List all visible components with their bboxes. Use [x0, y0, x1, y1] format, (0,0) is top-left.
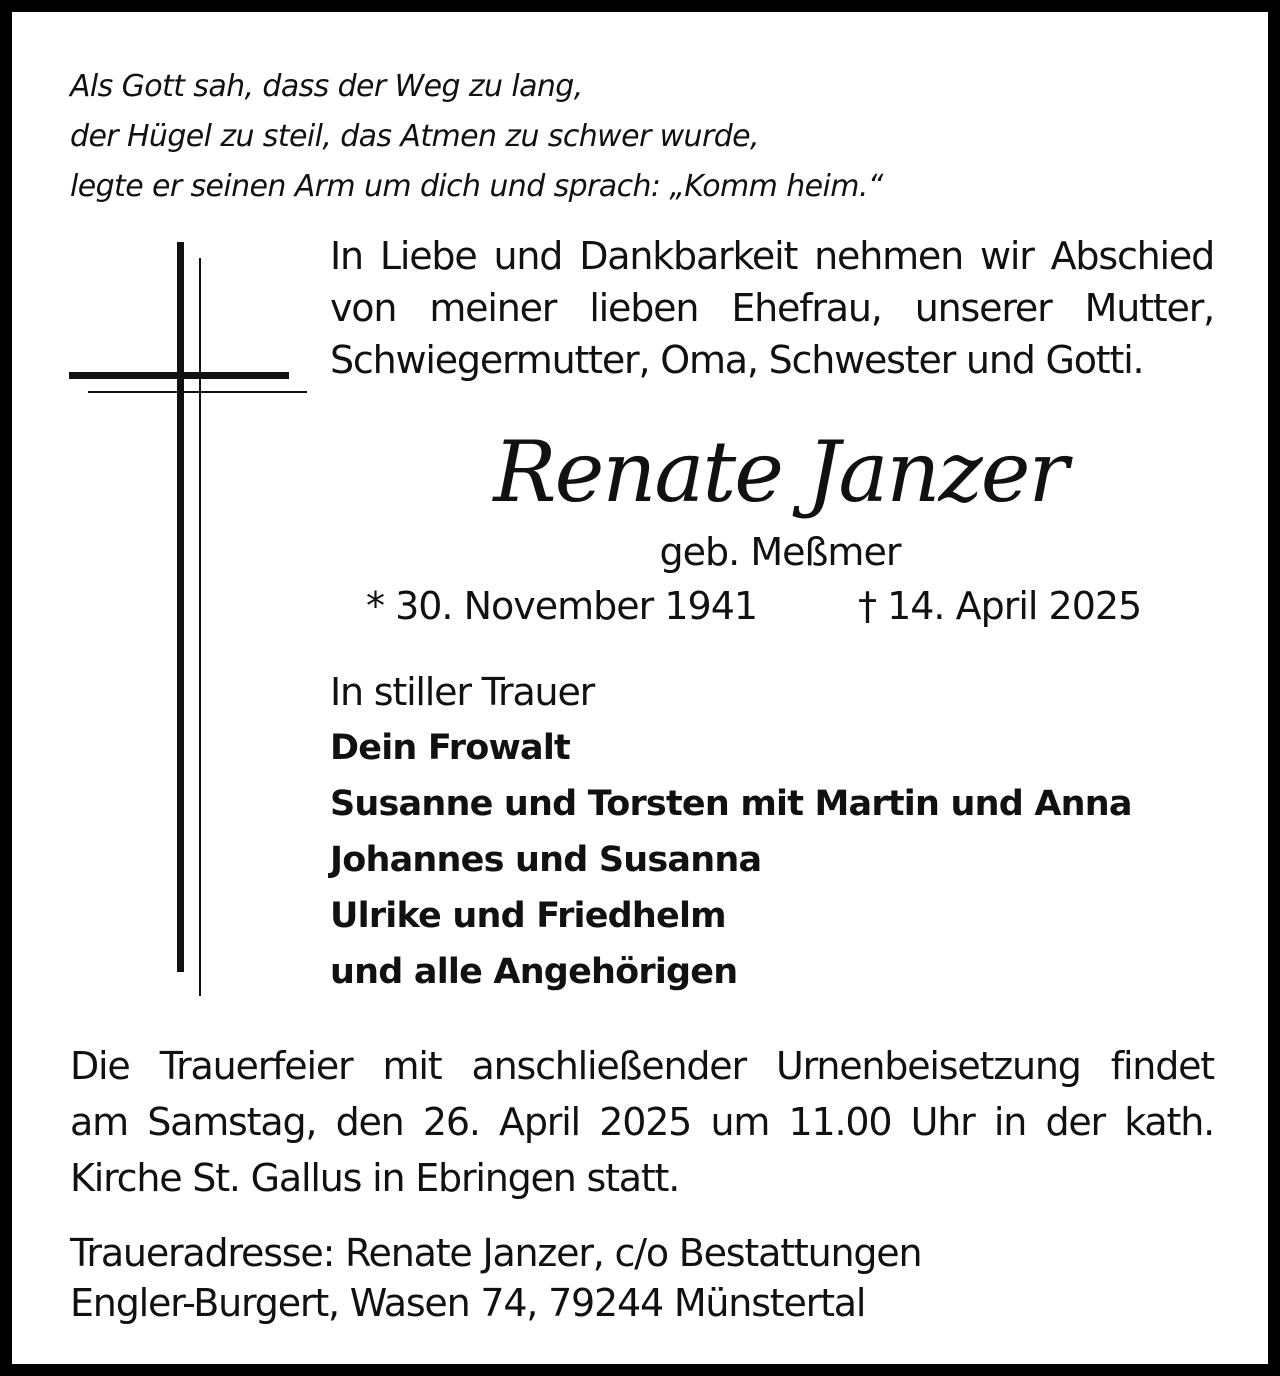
service-line: Die Trauerfeier mit anschließender Urnenbeisetzung findet	[70, 1044, 1214, 1088]
mourner-name: Johannes und Susanna	[330, 840, 762, 880]
cross-vertical-bar	[177, 242, 184, 972]
farewell-text	[330, 230, 1214, 386]
poem-line: legte er seinen Arm um dich und sprach: „Komm heim.“	[70, 169, 883, 204]
poem-line: Als Gott sah, dass der Weg zu lang,	[70, 69, 583, 104]
mourners-intro: In stiller Trauer	[330, 670, 595, 714]
service-line: Kirche St. Gallus in Ebringen statt.	[70, 1156, 680, 1200]
service-info	[70, 1038, 1214, 1206]
mourning-address	[70, 1228, 1214, 1328]
cross-horizontal-line	[88, 391, 307, 393]
mourner-name: Ulrike und Friedhelm	[330, 896, 726, 936]
mourner-name: Susanne und Torsten mit Martin und Anna	[330, 784, 1132, 824]
deceased-name: Renate Janzer	[493, 423, 1067, 521]
mourner-name: und alle Angehörigen	[330, 952, 738, 992]
farewell-line: Schwiegermutter, Oma, Schwester und Gotti.	[330, 338, 1144, 382]
poem	[70, 62, 970, 212]
poem-line: der Hügel zu steil, das Atmen zu schwer wurde,	[70, 119, 759, 154]
cross-vertical-line	[199, 258, 201, 996]
birth-date: * 30. November 1941	[366, 584, 758, 628]
death-date: † 14. April 2025	[858, 584, 1142, 628]
farewell-line: von meiner lieben Ehefrau, unserer Mutter,	[330, 286, 1214, 330]
service-line: am Samstag, den 26. April 2025 um 11.00 Uhr in der kath.	[70, 1100, 1214, 1144]
maiden-name: geb. Meßmer	[659, 530, 901, 574]
mourners	[330, 664, 1230, 1000]
address-line: Engler-Burgert, Wasen 74, 79244 Münstertal	[70, 1281, 866, 1325]
cross-horizontal-bar	[69, 372, 289, 379]
address-line: Traueradresse: Renate Janzer, c/o Bestattungen	[70, 1231, 922, 1275]
farewell-line: In Liebe und Dankbarkeit nehmen wir Abschied	[330, 234, 1214, 278]
mourner-name: Dein Frowalt	[330, 728, 570, 768]
